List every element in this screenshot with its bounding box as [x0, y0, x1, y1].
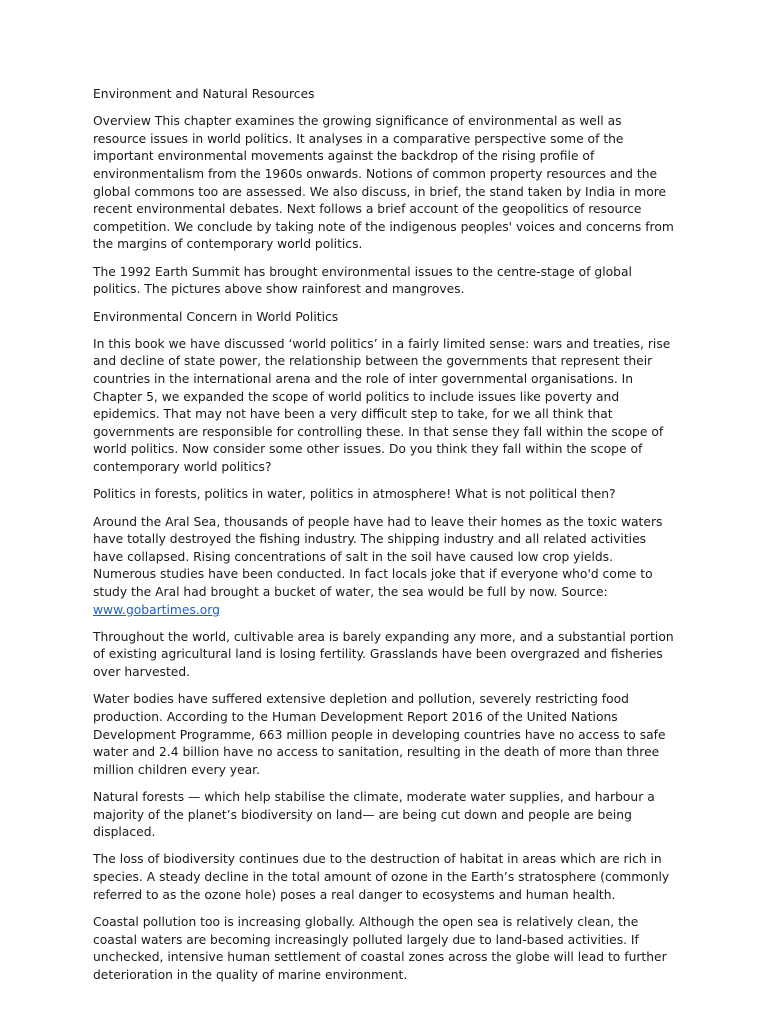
- overview-paragraph: Overview This chapter examines the growing significance of environmental as well as resource issues in world politics. It analyses in a comparative perspective some of the important environmental movements against the backdrop of the rising profile of environmentalism from the 1960s onwards. Notions of common property resources and the global commons too are assessed. We also discuss, in brief, the stand taken by India in more recent environmental debates. Next follows a brief account of the geopolitics of resource competition. We conclude by taking note of the indigenous peoples' voices and concerns from the margins of contemporary world politics.: [93, 114, 674, 252]
- document-page: [93, 86, 677, 994]
- aral-sea-paragraph: [93, 514, 677, 620]
- water-bodies-paragraph: Water bodies have suffered extensive depletion and pollution, severely restricting food production. According to the Human Development Report 2016 of the United Nations Development Programme, 663 million people in developing countries have no access to safe water and 2.4 billion have no access to sanitation, resulting in the death of more than three million children every year.: [93, 692, 666, 777]
- cultivable-area-paragraph: Throughout the world, cultivable area is barely expanding any more, and a substantial portion of existing agricultural land is losing fertility. Grasslands have been overgrazed and fisheries over harvested.: [93, 629, 674, 680]
- document-title: Environment and Natural Resources: [93, 87, 315, 101]
- politics-question-paragraph: Politics in forests, politics in water, politics in atmosphere! What is not political then?: [93, 487, 616, 502]
- earth-summit-paragraph: The 1992 Earth Summit has brought environmental issues to the centre-stage of global politics. The pictures above show rainforest and mangroves.: [93, 264, 632, 297]
- source-link[interactable]: www.gobartimes.org: [93, 602, 220, 617]
- world-politics-paragraph: In this book we have discussed ‘world politics’ in a fairly limited sense: wars and treaties, rise and decline of state power, the relationship between the governments that represent their countries in the international arena and the role of inter governmental organisations. In Chapter 5, we expanded the scope of world politics to include issues like poverty and epidemics. That may not have been a very difficult step to take, for we all think that governments are responsible for controlling these. In that sense they fall within the scope of world politics. Now consider some other issues. Do you think they fall within the scope of contemporary world politics?: [93, 336, 671, 475]
- coastal-pollution-paragraph: Coastal pollution too is increasing globally. Although the open sea is relatively clean, the coastal waters are becoming increasingly polluted largely due to land-based activities. If unchecked, intensive human settlement of coastal zones across the globe will lead to further deterioration in the quality of marine environment.: [93, 914, 667, 982]
- biodiversity-paragraph: The loss of biodiversity continues due to the destruction of habitat in areas which are rich in species. A steady decline in the total amount of ozone in the Earth’s stratosphere (commonly referred to as the ozone hole) poses a real danger to ecosystems and human health.: [93, 852, 670, 902]
- aral-sea-text: Around the Aral Sea, thousands of people have had to leave their homes as the toxic waters have totally destroyed the fishing industry. The shipping industry and all related activities have collapsed. Rising concentrations of salt in the soil have caused low crop yields. Numerous studies have been conducted. In fact locals joke that if everyone who'd come to study the Aral had brought a bucket of water, the sea would be full by now. Source:: [93, 514, 663, 599]
- natural-forests-paragraph: Natural forests — which help stabilise the climate, moderate water supplies, and harbour a majority of the planet’s biodiversity on land— are being cut down and people are being displaced.: [93, 789, 655, 840]
- section-heading: Environmental Concern in World Politics: [93, 309, 339, 324]
